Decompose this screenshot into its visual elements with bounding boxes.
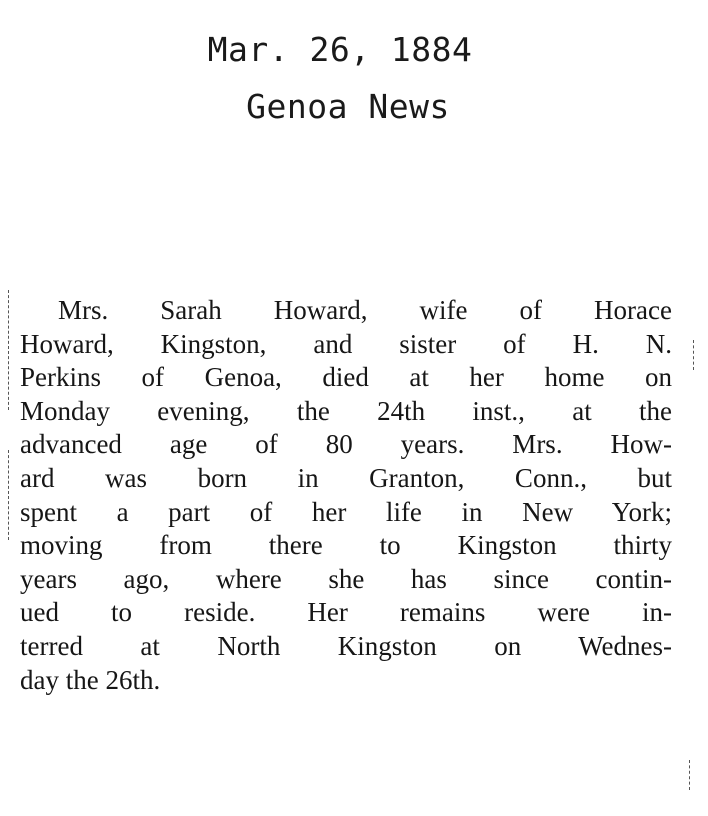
article-line: years ago, where she has since contin- bbox=[20, 563, 672, 594]
clipping-edge-left bbox=[8, 290, 9, 410]
clipping-date: Mar. 26, 1884 bbox=[207, 30, 473, 69]
article-line: Monday evening, the 24th inst., at the bbox=[20, 395, 672, 426]
clipping-edge-right-lower bbox=[689, 760, 690, 790]
article-line: advanced age of 80 years. Mrs. How- bbox=[20, 429, 672, 460]
clipping-edge-right bbox=[693, 340, 694, 370]
article-line: spent a part of her life in New York; bbox=[20, 496, 672, 527]
article-line: ued to reside. Her remains were in- bbox=[20, 597, 672, 628]
article-line: day the 26th. bbox=[20, 664, 161, 695]
article-line: Perkins of Genoa, died at her home on bbox=[20, 362, 672, 393]
article-line: Mrs. Sarah Howard, wife of Horace bbox=[58, 295, 672, 325]
article-line: Howard, Kingston, and sister of H. N. bbox=[20, 328, 672, 359]
newspaper-name: Genoa News bbox=[246, 87, 450, 126]
clipping-edge-left-lower bbox=[8, 450, 9, 540]
article-line: ard was born in Granton, Conn., but bbox=[20, 462, 672, 493]
article-line: moving from there to Kingston thirty bbox=[20, 530, 672, 561]
obituary-text bbox=[20, 294, 672, 697]
article-line: terred at North Kingston on Wednes- bbox=[20, 630, 672, 661]
newspaper-clipping bbox=[8, 280, 694, 800]
